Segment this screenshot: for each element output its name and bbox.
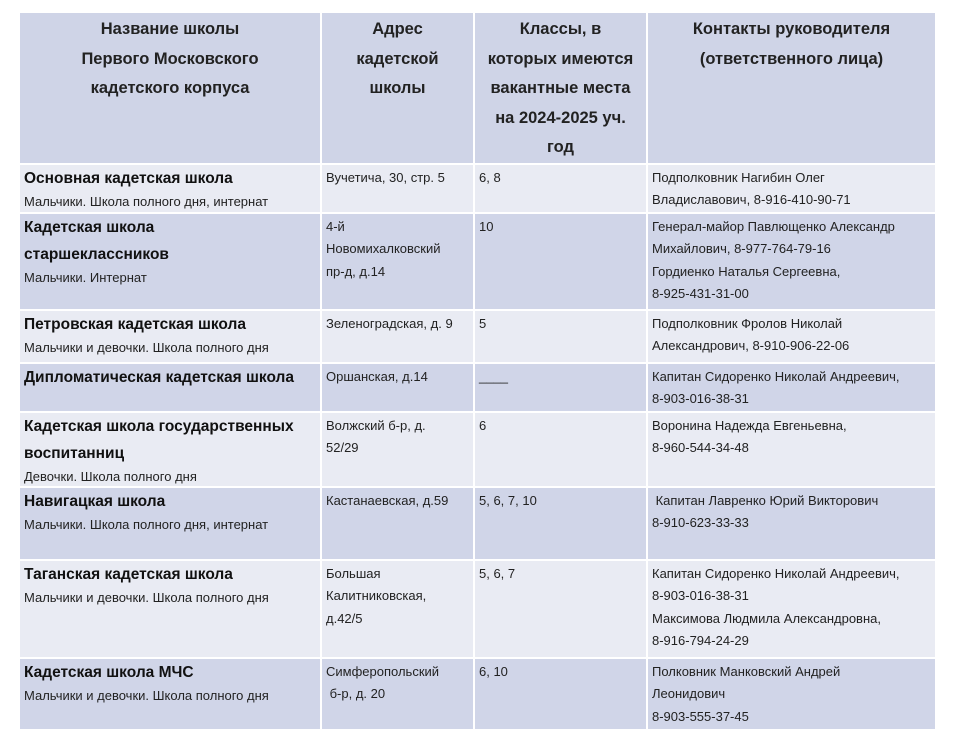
- table-row: [19, 164, 936, 213]
- school-name: Кадетская школа: [24, 218, 155, 236]
- address-cell: Кастанаевская, д.59: [321, 487, 474, 560]
- contacts-cell: Капитан Сидоренко Николай Андреевич, 8-903-016-38-31: [647, 363, 936, 412]
- school-name: Основная кадетская школа: [24, 169, 233, 187]
- school-name: Петровская кадетская школа: [24, 315, 246, 333]
- school-name-cell: [19, 164, 321, 213]
- classes-cell: 6: [474, 412, 647, 487]
- contacts-cell: Капитан Лавренко Юрий Викторович 8-910-623-33-33: [647, 487, 936, 560]
- school-subtitle: Мальчики и девочки. Школа полного дня: [24, 589, 269, 605]
- school-subtitle: Мальчики. Школа полного дня, интернат: [24, 516, 269, 532]
- school-subtitle: Мальчики и девочки. Школа полного дня: [24, 339, 269, 355]
- school-name-cell: [19, 412, 321, 487]
- address-cell: Симферопольский б-р, д. 20: [321, 658, 474, 730]
- table-row: [19, 658, 936, 730]
- classes-cell: 6, 10: [474, 658, 647, 730]
- table-row: [19, 363, 936, 412]
- contacts-cell: Подполковник Нагибин Олег Владиславович, 8-916-410-90-71: [647, 164, 936, 213]
- school-name: Кадетская школа МЧС: [24, 663, 194, 681]
- school-name: старшеклассников: [24, 245, 169, 263]
- school-name: Навигацкая школа: [24, 492, 166, 510]
- classes-cell: 5: [474, 310, 647, 363]
- table-row: [19, 487, 936, 560]
- address-cell: Зеленоградская, д. 9: [321, 310, 474, 363]
- table-row: [19, 560, 936, 658]
- address-cell: Волжский б-р, д. 52/29: [321, 412, 474, 487]
- school-name: Таганская кадетская школа: [24, 565, 233, 583]
- classes-cell: ____: [474, 363, 647, 412]
- school-subtitle: Мальчики. Школа полного дня, интернат: [24, 193, 269, 209]
- table-row: [19, 310, 936, 363]
- school-subtitle: Мальчики и девочки. Школа полного дня: [24, 687, 269, 703]
- schools-table: [18, 11, 937, 731]
- school-name-cell: [19, 560, 321, 658]
- school-name: воспитанниц: [24, 444, 125, 462]
- school-subtitle: Девочки. Школа полного дня: [24, 468, 197, 484]
- table-row: [19, 412, 936, 487]
- school-name-cell: [19, 363, 321, 412]
- contacts-cell: Капитан Сидоренко Николай Андреевич, 8-903-016-38-31 Максимова Людмила Александровна, 8-916-794-24-29: [647, 560, 936, 658]
- contacts-cell: Воронина Надежда Евгеньевна, 8-960-544-34-48: [647, 412, 936, 487]
- contacts-cell: Полковник Манковский Андрей Леонидович 8-903-555-37-45: [647, 658, 936, 730]
- classes-cell: 5, 6, 7: [474, 560, 647, 658]
- school-name-cell: [19, 213, 321, 310]
- address-cell: Большая Калитниковская, д.42/5: [321, 560, 474, 658]
- school-name-cell: [19, 658, 321, 730]
- classes-cell: 5, 6, 7, 10: [474, 487, 647, 560]
- address-cell: 4-й Новомихалковский пр-д, д.14: [321, 213, 474, 310]
- school-name-cell: [19, 487, 321, 560]
- header-address: Адрес кадетской школы: [321, 12, 474, 164]
- address-cell: Оршанская, д.14: [321, 363, 474, 412]
- school-name: Кадетская школа государственных: [24, 417, 294, 435]
- address-cell: Вучетича, 30, стр. 5: [321, 164, 474, 213]
- school-name: Дипломатическая кадетская школа: [24, 368, 294, 386]
- classes-cell: 10: [474, 213, 647, 310]
- header-contacts: Контакты руководителя (ответственного лица): [647, 12, 936, 164]
- school-subtitle: Мальчики. Интернат: [24, 269, 147, 285]
- header-school-name: Название школы Первого Московского кадетского корпуса: [19, 12, 321, 164]
- contacts-cell: Подполковник Фролов Николай Александрович, 8-910-906-22-06: [647, 310, 936, 363]
- school-name-cell: [19, 310, 321, 363]
- classes-cell: 6, 8: [474, 164, 647, 213]
- header-row: [19, 12, 936, 164]
- header-classes: Классы, в которых имеются вакантные места на 2024-2025 уч. год: [474, 12, 647, 164]
- table-row: [19, 213, 936, 310]
- contacts-cell: Генерал-майор Павлющенко Александр Михайлович, 8-977-764-79-16 Гордиенко Наталья Сергеевна, 8-925-431-31-00: [647, 213, 936, 310]
